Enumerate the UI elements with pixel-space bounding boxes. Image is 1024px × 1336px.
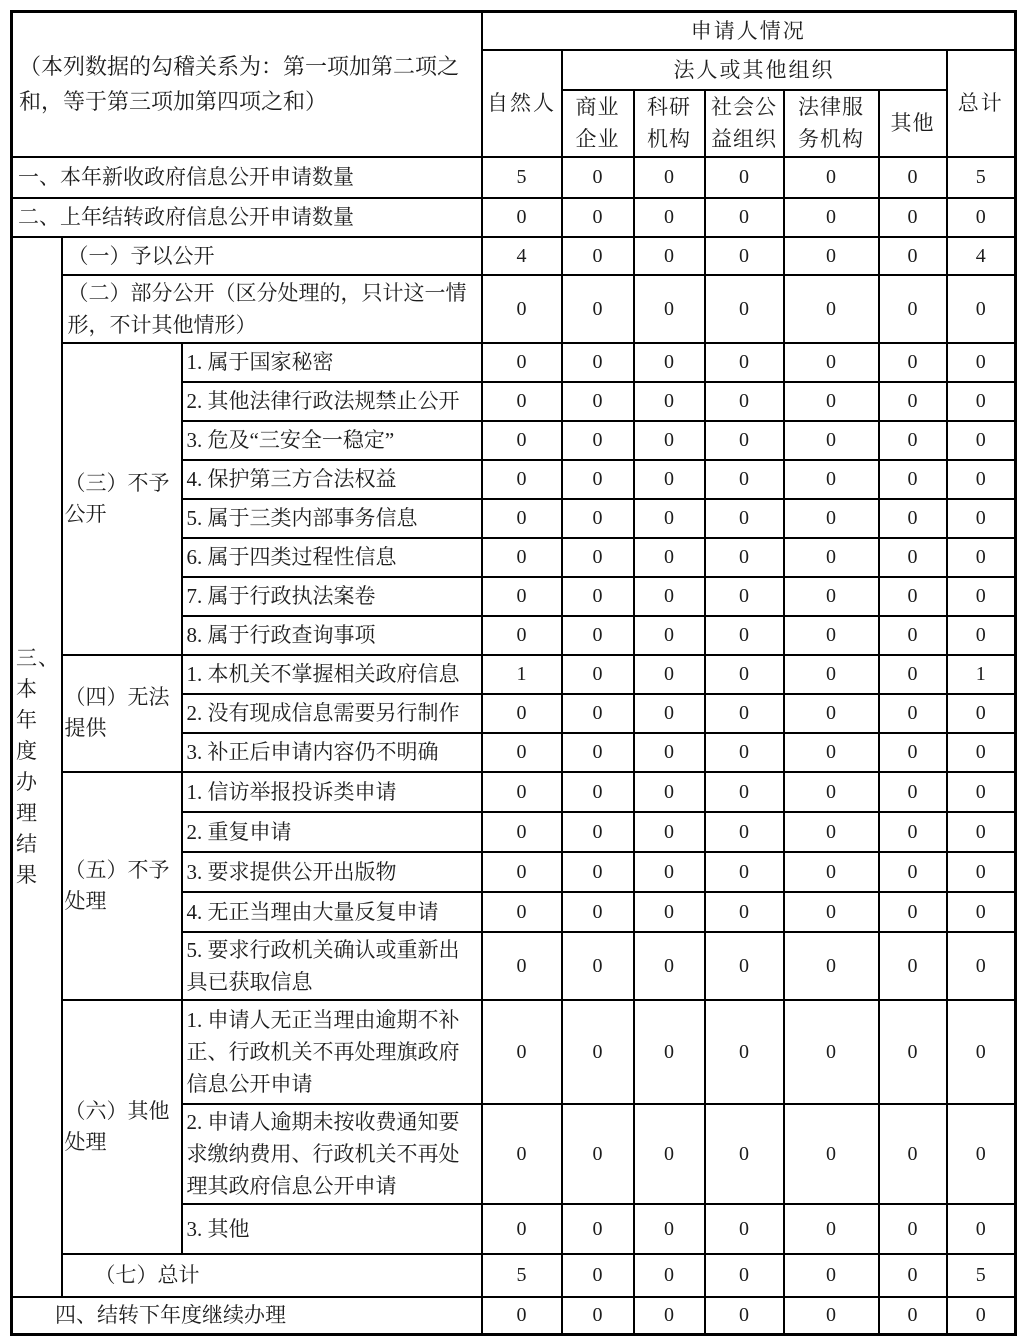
value-cell: 0 <box>879 932 947 1000</box>
header-legal-or-other-org: 法人或其他组织 <box>562 50 947 90</box>
value-cell: 0 <box>634 655 705 694</box>
value-cell: 0 <box>562 157 634 198</box>
value-cell: 0 <box>482 852 562 892</box>
row-other-handling-3-label: 3. 其他 <box>182 1204 482 1254</box>
value-cell: 0 <box>634 733 705 772</box>
value-cell: 0 <box>879 275 947 343</box>
value-cell: 5 <box>482 157 562 198</box>
value-cell: 0 <box>482 772 562 812</box>
value-cell: 0 <box>562 275 634 343</box>
value-cell: 0 <box>784 1254 879 1297</box>
value-cell: 0 <box>562 1254 634 1297</box>
value-cell: 0 <box>879 1000 947 1104</box>
value-cell: 0 <box>705 421 784 460</box>
value-cell: 0 <box>482 1297 562 1335</box>
value-cell: 0 <box>634 772 705 812</box>
value-cell: 0 <box>482 538 562 577</box>
value-cell: 0 <box>562 499 634 538</box>
value-cell: 0 <box>705 1297 784 1335</box>
value-cell: 0 <box>634 421 705 460</box>
row-not-disclosed-8-label: 8. 属于行政查询事项 <box>182 616 482 655</box>
value-cell: 0 <box>705 1000 784 1104</box>
value-cell: 0 <box>879 852 947 892</box>
value-cell: 0 <box>562 343 634 382</box>
value-cell: 0 <box>705 616 784 655</box>
row-other-handling-1-label: 1. 申请人无正当理由逾期不补正、行政机关不再处理旗政府信息公开申请 <box>182 1000 482 1104</box>
value-cell: 0 <box>784 577 879 616</box>
row-not-disclosed-1 <box>12 343 1016 382</box>
value-cell: 0 <box>947 275 1016 343</box>
value-cell: 0 <box>784 1297 879 1335</box>
value-cell: 0 <box>634 812 705 852</box>
value-cell: 0 <box>784 772 879 812</box>
value-cell: 0 <box>879 1104 947 1204</box>
value-cell: 0 <box>784 892 879 932</box>
value-cell: 0 <box>705 772 784 812</box>
value-cell: 0 <box>705 157 784 198</box>
value-cell: 0 <box>784 237 879 275</box>
value-cell: 0 <box>634 1104 705 1204</box>
value-cell: 0 <box>879 616 947 655</box>
gov-info-disclosure-request-table <box>10 10 1017 1336</box>
row-carry-forward-next-year-label: 四、结转下年度继续办理 <box>12 1297 482 1335</box>
row-not-disclosed-2-label: 2. 其他法律行政法规禁止公开 <box>182 382 482 421</box>
value-cell: 0 <box>947 499 1016 538</box>
value-cell: 0 <box>947 812 1016 852</box>
row-not-disclosed-7-label: 7. 属于行政执法案卷 <box>182 577 482 616</box>
value-cell: 0 <box>705 694 784 733</box>
value-cell: 0 <box>705 932 784 1000</box>
row-unable-to-provide-3-label: 3. 补正后申请内容仍不明确 <box>182 733 482 772</box>
group-label-not-disclosed: （三）不予公开 <box>62 343 182 655</box>
value-cell: 0 <box>705 892 784 932</box>
value-cell: 0 <box>634 1297 705 1335</box>
value-cell: 0 <box>784 275 879 343</box>
value-cell: 0 <box>784 460 879 499</box>
value-cell: 0 <box>482 616 562 655</box>
header-total: 总计 <box>947 50 1016 157</box>
row-unable-to-provide-1 <box>12 655 1016 694</box>
row-not-processed-3-label: 3. 要求提供公开出版物 <box>182 852 482 892</box>
value-cell: 0 <box>634 382 705 421</box>
value-cell: 0 <box>879 198 947 237</box>
value-cell: 0 <box>947 1204 1016 1254</box>
value-cell: 0 <box>634 577 705 616</box>
header-natural-person: 自然人 <box>482 50 562 157</box>
value-cell: 0 <box>784 1104 879 1204</box>
value-cell: 0 <box>482 1104 562 1204</box>
value-cell: 0 <box>947 198 1016 237</box>
value-cell: 0 <box>634 499 705 538</box>
value-cell: 0 <box>562 772 634 812</box>
value-cell: 0 <box>634 1254 705 1297</box>
row-granted-label: （一）予以公开 <box>62 237 482 275</box>
row-new-requests <box>12 157 1016 198</box>
value-cell: 0 <box>879 1297 947 1335</box>
value-cell: 0 <box>634 237 705 275</box>
reconciliation-note: （本列数据的勾稽关系为：第一项加第二项之和，等于第三项加第四项之和） <box>12 12 482 157</box>
row-not-disclosed-1-label: 1. 属于国家秘密 <box>182 343 482 382</box>
value-cell: 0 <box>482 892 562 932</box>
value-cell: 1 <box>947 655 1016 694</box>
value-cell: 0 <box>784 932 879 1000</box>
value-cell: 0 <box>784 1204 879 1254</box>
value-cell: 0 <box>947 1297 1016 1335</box>
value-cell: 0 <box>634 538 705 577</box>
value-cell: 0 <box>634 892 705 932</box>
value-cell: 0 <box>784 499 879 538</box>
value-cell: 0 <box>562 616 634 655</box>
value-cell: 0 <box>705 382 784 421</box>
value-cell: 0 <box>784 812 879 852</box>
value-cell: 0 <box>482 499 562 538</box>
value-cell: 0 <box>705 275 784 343</box>
header-commercial-enterprise: 商业企业 <box>562 90 634 157</box>
value-cell: 0 <box>784 198 879 237</box>
value-cell: 0 <box>482 733 562 772</box>
value-cell: 0 <box>482 1000 562 1104</box>
value-cell: 0 <box>482 577 562 616</box>
value-cell: 0 <box>879 1204 947 1254</box>
value-cell: 0 <box>879 694 947 733</box>
row-subtotal <box>12 1254 1016 1297</box>
value-cell: 0 <box>705 499 784 538</box>
value-cell: 0 <box>562 733 634 772</box>
row-other-handling-2-label: 2. 申请人逾期未按收费通知要求缴纳费用、行政机关不再处理其政府信息公开申请 <box>182 1104 482 1204</box>
value-cell: 0 <box>705 237 784 275</box>
value-cell: 0 <box>562 198 634 237</box>
value-cell: 0 <box>879 772 947 812</box>
value-cell: 0 <box>562 382 634 421</box>
row-not-disclosed-5-label: 5. 属于三类内部事务信息 <box>182 499 482 538</box>
row-subtotal-label: （七）总计 <box>62 1254 482 1297</box>
section3-results-label: 三、本年度办理结果 <box>12 237 62 1297</box>
value-cell: 0 <box>705 733 784 772</box>
value-cell: 0 <box>947 616 1016 655</box>
value-cell: 0 <box>482 421 562 460</box>
value-cell: 0 <box>562 1297 634 1335</box>
group-label-other-handling: （六）其他处理 <box>62 1000 182 1254</box>
row-not-processed-2-label: 2. 重复申请 <box>182 812 482 852</box>
value-cell: 0 <box>879 655 947 694</box>
value-cell: 0 <box>879 538 947 577</box>
value-cell: 0 <box>947 694 1016 733</box>
value-cell: 0 <box>879 892 947 932</box>
value-cell: 0 <box>562 892 634 932</box>
value-cell: 0 <box>879 577 947 616</box>
value-cell: 0 <box>705 538 784 577</box>
row-carry-forward-next-year <box>12 1297 1016 1335</box>
value-cell: 0 <box>634 343 705 382</box>
value-cell: 0 <box>562 460 634 499</box>
value-cell: 0 <box>634 1000 705 1104</box>
value-cell: 0 <box>784 157 879 198</box>
value-cell: 0 <box>947 733 1016 772</box>
value-cell: 0 <box>634 460 705 499</box>
row-not-processed-4-label: 4. 无正当理由大量反复申请 <box>182 892 482 932</box>
value-cell: 0 <box>705 1254 784 1297</box>
value-cell: 0 <box>634 198 705 237</box>
value-cell: 0 <box>562 852 634 892</box>
value-cell: 0 <box>634 616 705 655</box>
header-legal-service-org: 法律服务机构 <box>784 90 879 157</box>
value-cell: 0 <box>482 812 562 852</box>
value-cell: 0 <box>879 733 947 772</box>
row-not-processed-1 <box>12 772 1016 812</box>
value-cell: 0 <box>879 421 947 460</box>
value-cell: 0 <box>562 1104 634 1204</box>
value-cell: 0 <box>947 382 1016 421</box>
value-cell: 0 <box>705 1204 784 1254</box>
value-cell: 0 <box>947 892 1016 932</box>
value-cell: 0 <box>879 382 947 421</box>
row-not-processed-1-label: 1. 信访举报投诉类申请 <box>182 772 482 812</box>
value-cell: 0 <box>947 1104 1016 1204</box>
value-cell: 0 <box>947 460 1016 499</box>
row-not-disclosed-4-label: 4. 保护第三方合法权益 <box>182 460 482 499</box>
row-carried-over-requests <box>12 198 1016 237</box>
value-cell: 0 <box>879 343 947 382</box>
value-cell: 0 <box>482 198 562 237</box>
value-cell: 0 <box>784 538 879 577</box>
value-cell: 0 <box>705 852 784 892</box>
value-cell: 0 <box>562 577 634 616</box>
value-cell: 0 <box>634 1204 705 1254</box>
value-cell: 0 <box>634 694 705 733</box>
row-unable-to-provide-2-label: 2. 没有现成信息需要另行制作 <box>182 694 482 733</box>
value-cell: 0 <box>634 275 705 343</box>
value-cell: 0 <box>562 421 634 460</box>
row-partially-granted <box>12 275 1016 343</box>
value-cell: 0 <box>947 577 1016 616</box>
value-cell: 0 <box>562 1204 634 1254</box>
value-cell: 0 <box>784 343 879 382</box>
value-cell: 0 <box>705 198 784 237</box>
value-cell: 0 <box>705 460 784 499</box>
group-label-unable-to-provide: （四）无法提供 <box>62 655 182 772</box>
group-label-not-processed: （五）不予处理 <box>62 772 182 1000</box>
value-cell: 0 <box>705 1104 784 1204</box>
value-cell: 0 <box>482 460 562 499</box>
row-not-processed-5-label: 5. 要求行政机关确认或重新出具已获取信息 <box>182 932 482 1000</box>
value-cell: 0 <box>705 343 784 382</box>
value-cell: 0 <box>784 655 879 694</box>
value-cell: 0 <box>562 1000 634 1104</box>
row-not-disclosed-3-label: 3. 危及“三安全一稳定” <box>182 421 482 460</box>
value-cell: 0 <box>482 275 562 343</box>
value-cell: 5 <box>947 157 1016 198</box>
value-cell: 0 <box>947 343 1016 382</box>
value-cell: 0 <box>784 733 879 772</box>
value-cell: 0 <box>634 157 705 198</box>
row-new-requests-label: 一、本年新收政府信息公开申请数量 <box>12 157 482 198</box>
value-cell: 5 <box>947 1254 1016 1297</box>
header-row-1 <box>12 12 1016 50</box>
value-cell: 0 <box>947 772 1016 812</box>
header-applicant-situation: 申请人情况 <box>482 12 1016 50</box>
row-granted <box>12 237 1016 275</box>
value-cell: 5 <box>482 1254 562 1297</box>
value-cell: 0 <box>482 694 562 733</box>
header-public-welfare-org: 社会公益组织 <box>705 90 784 157</box>
value-cell: 0 <box>947 852 1016 892</box>
value-cell: 0 <box>784 1000 879 1104</box>
value-cell: 0 <box>947 1000 1016 1104</box>
value-cell: 1 <box>482 655 562 694</box>
value-cell: 0 <box>562 932 634 1000</box>
row-other-handling-1 <box>12 1000 1016 1104</box>
value-cell: 0 <box>879 499 947 538</box>
value-cell: 0 <box>879 460 947 499</box>
value-cell: 0 <box>705 577 784 616</box>
value-cell: 0 <box>634 932 705 1000</box>
value-cell: 0 <box>562 237 634 275</box>
value-cell: 0 <box>482 1204 562 1254</box>
value-cell: 0 <box>705 812 784 852</box>
row-not-disclosed-6-label: 6. 属于四类过程性信息 <box>182 538 482 577</box>
value-cell: 0 <box>879 812 947 852</box>
value-cell: 0 <box>562 655 634 694</box>
value-cell: 0 <box>784 694 879 733</box>
value-cell: 4 <box>482 237 562 275</box>
row-unable-to-provide-1-label: 1. 本机关不掌握相关政府信息 <box>182 655 482 694</box>
value-cell: 0 <box>784 421 879 460</box>
value-cell: 0 <box>562 812 634 852</box>
value-cell: 0 <box>879 1254 947 1297</box>
value-cell: 0 <box>947 538 1016 577</box>
value-cell: 0 <box>947 421 1016 460</box>
value-cell: 0 <box>705 655 784 694</box>
value-cell: 0 <box>879 157 947 198</box>
value-cell: 0 <box>947 932 1016 1000</box>
row-partially-granted-label: （二）部分公开（区分处理的，只计这一情形，不计其他情形） <box>62 275 482 343</box>
value-cell: 0 <box>634 852 705 892</box>
value-cell: 0 <box>562 538 634 577</box>
value-cell: 0 <box>562 694 634 733</box>
header-research-institution: 科研机构 <box>634 90 705 157</box>
row-carried-over-requests-label: 二、上年结转政府信息公开申请数量 <box>12 198 482 237</box>
value-cell: 0 <box>879 237 947 275</box>
value-cell: 0 <box>784 616 879 655</box>
value-cell: 0 <box>784 382 879 421</box>
value-cell: 0 <box>482 382 562 421</box>
header-other-org: 其他 <box>879 90 947 157</box>
value-cell: 0 <box>784 852 879 892</box>
value-cell: 0 <box>482 932 562 1000</box>
value-cell: 0 <box>482 343 562 382</box>
value-cell: 4 <box>947 237 1016 275</box>
